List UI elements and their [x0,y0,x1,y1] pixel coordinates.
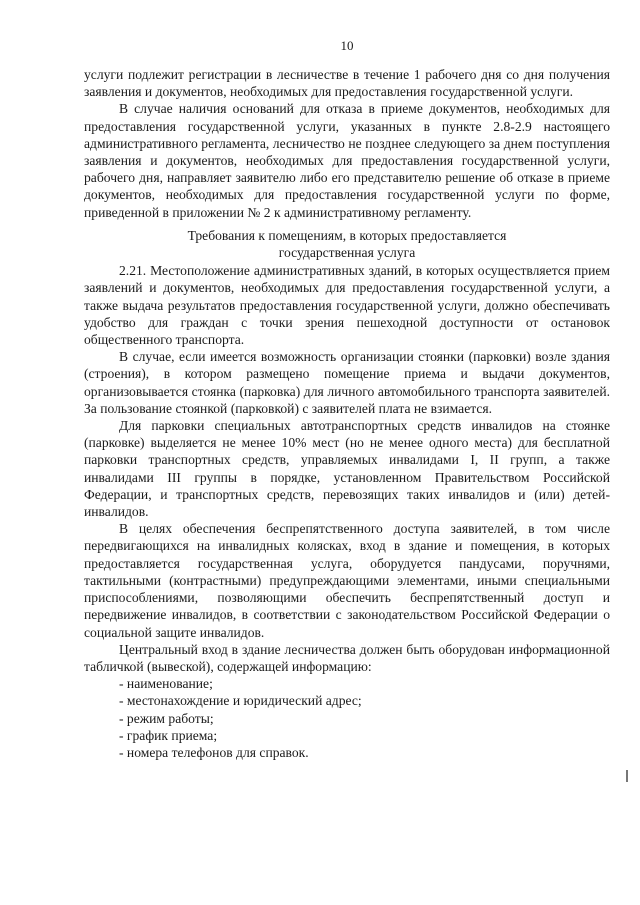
section-heading-line: государственная услуга [278,245,416,261]
paragraph: В целях обеспечения беспрепятственного доступа заявителей, в том числе передвигающихся на инвалидных колясках, вход в здание и помещения, в которых предоставляется государственная услуга, оборудуется пандусами, поручнями, тактильными (контрастными) предупреждающими элементами, иными специальными приспособлениями, позволяющими обеспечить беспрепятственный доступ и передвижение инвалидов, в соответствии с законодательством Российской Федерации о социальной защите инвалидов. [84,521,610,640]
list-item: - номера телефонов для справок. [119,744,309,760]
list-item: - наименование; [119,676,213,692]
paragraph: Центральный вход в здание лесничества должен быть оборудован информационной табличкой (вывеской), содержащей информацию: [84,641,610,674]
section-heading [84,227,610,261]
info-list [84,675,610,761]
document-body [84,66,610,761]
list-item: - режим работы; [119,710,214,726]
paragraph: Для парковки специальных автотранспортных средств инвалидов на стоянке (парковке) выделяется не менее 10% мест (но не менее одного места) для бесплатной парковки транспортных средств, управляемых инвалидами I, II групп, а также инвалидами III группы в порядке, установленном Правительством Российской Федерации, и транспортных средств, перевозящих таких инвалидов и (или) детей-инвалидов. [84,418,610,520]
paragraph: В случае наличия оснований для отказа в приеме документов, необходимых для предоставления государственной услуги, указанных в пункте 2.8-2.9 настоящего административного регламента, лесничество не позднее следующего за днем поступления заявления и документов, необходимых для предоставления государственной услуги, рабочего дня, направляет заявителю либо его представителю решение об отказе в приеме документов, необходимых для предоставления государственной услуги по форме, приведенной в приложении № 2 к административному регламенту. [84,101,610,220]
page-number: 10 [340,38,354,53]
paragraph: услуги подлежит регистрации в лесничестве в течение 1 рабочего дня со дня получения заявления и документов, необходимых для предоставления государственной услуги. [84,67,610,100]
list-item: - график приема; [119,727,218,743]
list-item: - местонахождение и юридический адрес; [119,693,362,709]
section-heading-line: Требования к помещениям, в которых предоставляется [187,227,507,243]
paragraph: 2.21. Местоположение административных зданий, в которых осуществляется прием заявлений и документов, необходимых для предоставления государственной услуги, а также выдача результатов предоставления государственной услуги, должно обеспечивать удобство для граждан с точки зрения пешеходной доступности от остановок общественного транспорта. [84,263,610,348]
scan-margin-mark [626,770,628,782]
paragraph: В случае, если имеется возможность организации стоянки (парковки) возле здания (строения), в котором размещено помещение приема и выдачи документов, организовывается стоянка (парковка) для личного автомобильного транспорта заявителей. За пользование стоянкой (парковкой) с заявителей плата не взимается. [84,349,610,416]
